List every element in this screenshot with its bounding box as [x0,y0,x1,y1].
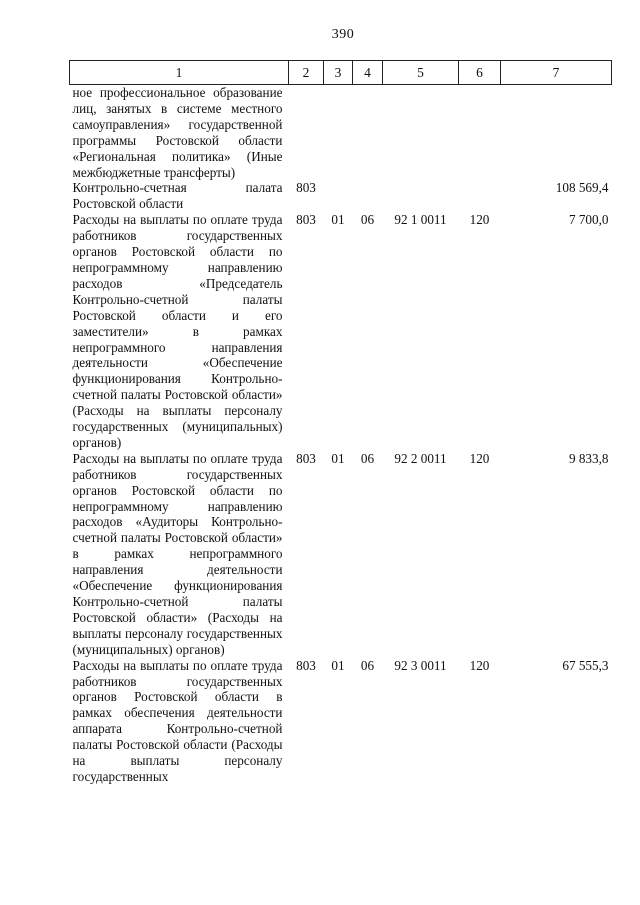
table-row [70,658,612,785]
table-header [70,61,612,85]
header-col-1: 1 [70,61,289,85]
row-description: Расходы на выплаты по оплате труда работников государственных органов Ростовской области по непрограммному направлению расходов «Аудиторы Контрольно-счетной палаты Ростовской области» в рамках непрограммного направления деятельности «Обеспечение функционирования Контрольно-счетной палаты Ростовской области» (Расходы на выплаты персоналу государственных (муниципальных) органов) [72,450,283,657]
header-col-5: 5 [383,61,459,85]
header-col-4: 4 [353,61,383,85]
row-col-2: 803 [296,212,316,228]
table-row [70,180,612,212]
row-description: Расходы на выплаты по оплате труда работников государственных органов Ростовской области по непрограммному направлению расходов «Председатель Контрольно-счетной палаты Ростовской области и его заместители» в рамках непрограммного направления деятельности «Обеспечение функционирования Контрольно-счетной палаты Ростовской области» (Расходы на выплаты персоналу государственных (муниципальных) органов) [72,212,283,450]
table-body [70,85,612,785]
row-amount: 67 555,3 [562,657,609,673]
row-col-3: 01 [331,657,345,673]
row-col-4: 06 [360,450,375,466]
row-col-6 [459,85,501,181]
page-number: 390 [331,27,355,42]
row-description: Расходы на выплаты по оплате труда работников государственных органов Ростовской области в рамках обеспечения деятельности аппарата Контрольно-счетной палаты Ростовской области (Расходы на выплаты персоналу государственных [72,657,283,784]
row-col-6: 120 [469,657,490,673]
row-col-2: 803 [296,450,316,466]
row-col-5 [383,85,459,181]
row-col-3: 01 [331,450,345,466]
row-amount: 9 833,8 [568,450,609,466]
row-col-6: 120 [469,212,490,228]
row-col-4: 06 [360,212,375,228]
row-col-5: 92 1 0011 [394,212,447,228]
row-col-4: 06 [360,657,375,673]
row-col-6: 120 [469,450,490,466]
row-col-6 [459,180,501,212]
row-col-3: 01 [331,212,345,228]
table-row [70,85,612,181]
table-row [70,451,612,658]
header-col-6: 6 [459,61,501,85]
header-col-7: 7 [501,61,612,85]
row-amount: 7 700,0 [568,212,609,228]
row-amount: 108 569,4 [555,180,609,196]
row-amount [501,85,612,181]
header-row [70,61,612,85]
table-row [70,212,612,451]
row-col-5 [383,180,459,212]
row-col-5: 92 3 0011 [394,657,447,673]
row-col-3 [324,180,353,212]
row-description: Контрольно-счетная палата Ростовской области [72,180,283,212]
row-col-2: 803 [296,180,316,196]
row-description: ное профессиональное образование лиц, занятых в системе местного самоуправления» государственной программы Ростовской области «Региональная политика» (Иные межбюджетные трансферты) [72,85,283,180]
header-col-3: 3 [324,61,353,85]
row-col-4 [353,180,383,212]
row-col-2 [289,85,324,181]
row-col-4 [353,85,383,181]
header-col-2: 2 [289,61,324,85]
row-col-3 [324,85,353,181]
row-col-5: 92 2 0011 [394,450,447,466]
budget-table [69,60,612,785]
row-col-2: 803 [296,657,316,673]
